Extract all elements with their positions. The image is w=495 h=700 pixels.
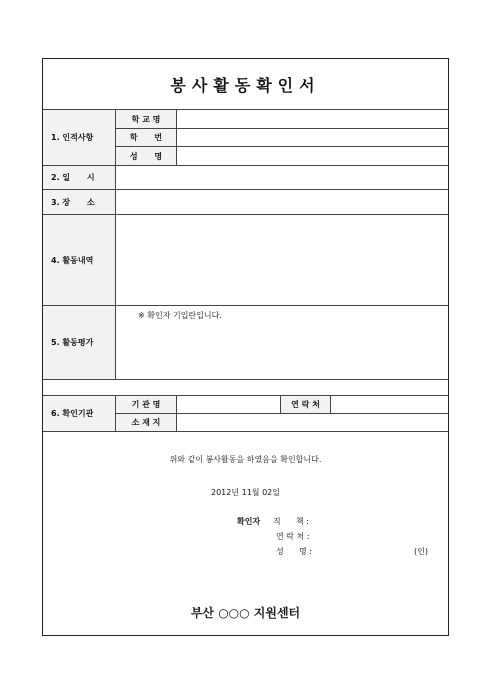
section-evaluation-label: 5. 활동평가 — [43, 306, 115, 379]
confirmer-position-label: 직 책 : — [273, 517, 309, 526]
evaluation-note: ※ 확인자 기입란입니다. — [138, 311, 222, 320]
organization-name: 부산 ○○○ 지원센터 — [190, 606, 301, 620]
evaluation-field[interactable] — [116, 306, 448, 379]
school-name-label: 학 교 명 — [116, 110, 176, 128]
org-name-field[interactable] — [177, 396, 280, 413]
confirmer-name-label: 성 명 : — [276, 547, 312, 556]
org-name-label: 기 관 명 — [116, 396, 176, 413]
volunteer-certificate-form — [42, 58, 449, 636]
form-title: 봉사활동확인서 — [170, 75, 321, 95]
date-field[interactable] — [116, 166, 448, 189]
section-date-label: 2. 일 시 — [43, 166, 115, 189]
seal-mark: (인) — [414, 547, 428, 556]
confirmer-title: 확인자 — [237, 517, 261, 526]
org-address-field[interactable] — [177, 414, 448, 431]
school-name-field[interactable] — [177, 110, 448, 128]
student-number-field[interactable] — [177, 129, 448, 146]
org-contact-field[interactable] — [331, 396, 448, 413]
section-confirm-org-label: 6. 확인기관 — [43, 396, 115, 431]
student-name-label: 성 명 — [116, 147, 176, 165]
confirmer-contact-label: 연 락 처 : — [276, 532, 310, 541]
student-number-label: 학 번 — [116, 129, 176, 146]
issue-date: 2012년 11월 02일 — [211, 488, 280, 497]
section-personal-label: 1. 인적사항 — [43, 110, 115, 165]
section-place-label: 3. 장 소 — [43, 190, 115, 214]
confirmation-statement: 위와 같이 봉사활동을 하였음을 확인합니다. — [169, 455, 322, 464]
org-address-label: 소 재 지 — [116, 414, 176, 431]
org-contact-label: 연 락 처 — [281, 396, 330, 413]
student-name-field[interactable] — [177, 147, 448, 165]
section-activity-label: 4. 활동내역 — [43, 215, 115, 305]
activity-field[interactable] — [116, 215, 448, 305]
place-field[interactable] — [116, 190, 448, 214]
